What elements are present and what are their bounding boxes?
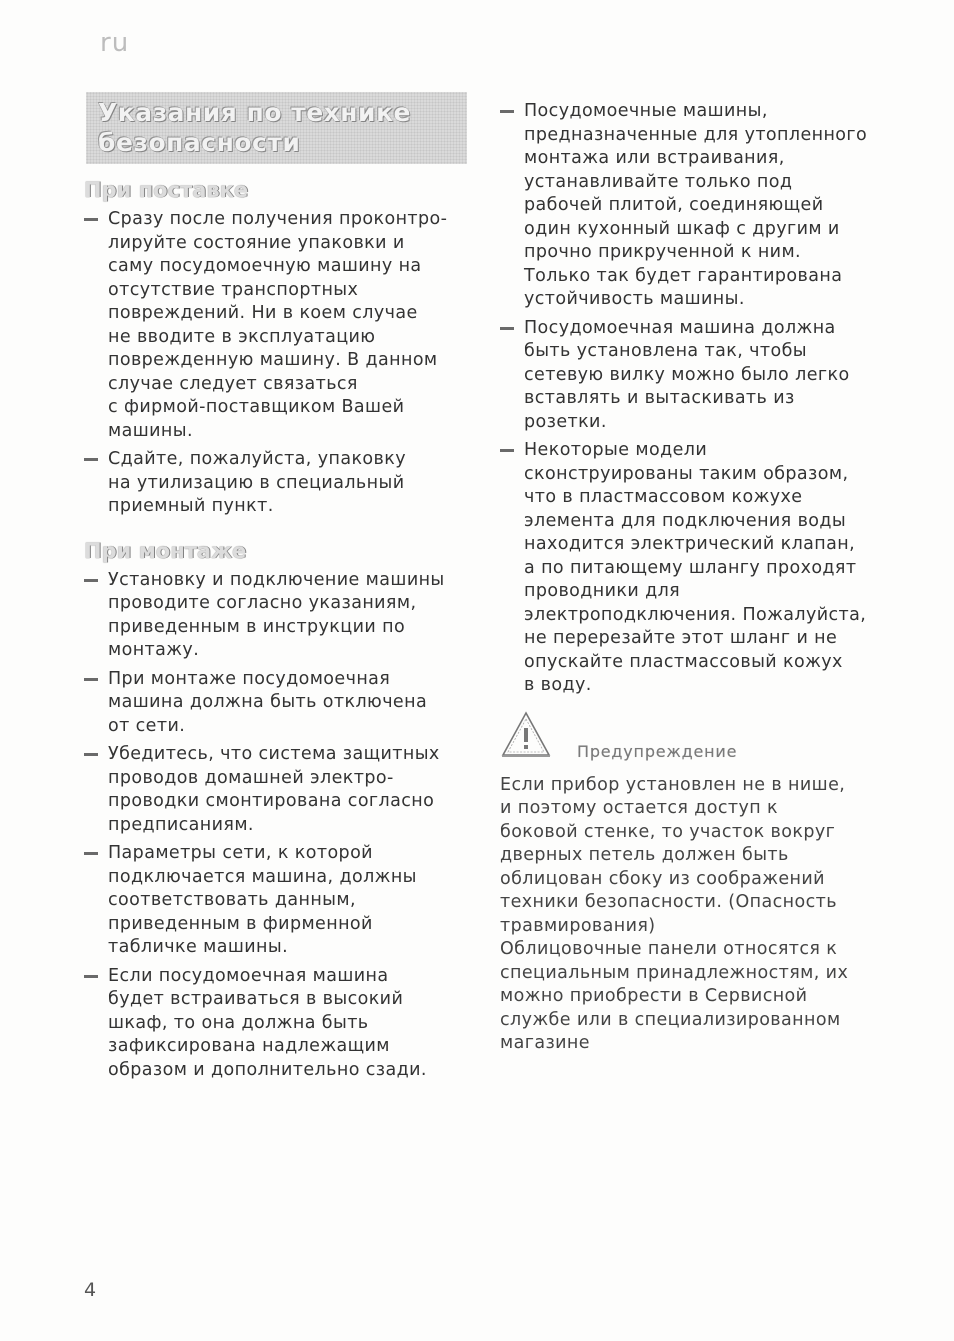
dash-bullet-icon bbox=[84, 743, 100, 767]
right-list bbox=[500, 100, 880, 698]
dash-bullet-icon bbox=[84, 668, 100, 692]
list-item-text: Сразу после получения проконтро- лируйте состояние упаковки и саму посудомоечную машину на отсутствие транспортных повреждений. Ни в коем случае не вводите в эксплуатацию поврежденную машину. В данном случае следует связаться с фирмой-поставщиком Вашей машины. bbox=[108, 209, 448, 441]
dash-bullet-icon bbox=[84, 448, 100, 472]
warning-triangle-icon bbox=[500, 710, 552, 758]
section-heading-delivery: При поставке bbox=[84, 178, 249, 202]
list-item-text: Некоторые модели сконструированы таким образом, что в пластмассовом кожухе элемента для подключения воды находится электрический клапан, а по питающему шлангу проходят проводники для электроподключения. Пожалуйста, не перерезайте этот шланг и не опускайте пластмассовый кожух в воду. bbox=[524, 440, 867, 695]
dash-bullet-icon bbox=[84, 569, 100, 593]
list-item bbox=[84, 743, 474, 837]
dash-bullet-icon bbox=[84, 842, 100, 866]
warning-title: Предупреждение bbox=[577, 741, 738, 761]
list-item-text: Установку и подключение машины проводите согласно указаниям, приведенным в инструкции по монтажу. bbox=[108, 569, 445, 660]
delivery-list bbox=[84, 208, 474, 519]
list-item bbox=[84, 569, 474, 663]
installation-list bbox=[84, 569, 474, 1083]
list-item bbox=[84, 448, 474, 519]
dash-bullet-icon bbox=[84, 965, 100, 989]
list-item bbox=[84, 965, 474, 1083]
list-item-text: Посудомоечная машина должна быть установлена так, чтобы сетевую вилку можно было легко вставлять и вытаскивать из розетки. bbox=[524, 317, 850, 432]
list-item-text: Параметры сети, к которой подключается машина, должны соответствовать данным, приведенным в фирменной табличке машины. bbox=[108, 843, 417, 957]
dash-bullet-icon bbox=[500, 100, 516, 124]
dash-bullet-icon bbox=[84, 208, 100, 232]
language-code: ru bbox=[100, 28, 130, 58]
list-item bbox=[84, 208, 474, 443]
right-column bbox=[500, 100, 880, 1056]
warning-body: Если прибор установлен не в нише, и поэтому остается доступ к боковой стенке, то участок вокруг дверных петель должен быть облицован сбоку из соображений техники безопасности. (Опасность травмирования) Облицовочные панели относятся к специальным принадлежностям, их можно приобрести в Сервисной службе или в специализированном магазине bbox=[500, 774, 849, 1053]
list-item-text: Убедитесь, что система защитных проводов домашней электро- проводки смонтирована согласно предписаниям. bbox=[108, 744, 440, 835]
list-item-text: Если посудомоечная машина будет встраиваться в высокий шкаф, то она должна быть зафиксирована надлежащим образом и дополнительно сзади. bbox=[108, 965, 427, 1080]
dash-bullet-icon bbox=[500, 439, 516, 463]
dash-bullet-icon bbox=[500, 317, 516, 341]
list-item bbox=[500, 317, 880, 435]
list-item bbox=[84, 842, 474, 960]
section-heading-installation: При монтаже bbox=[84, 538, 247, 563]
list-item-text: Сдайте, пожалуйста, упаковку на утилизацию в специальный приемный пункт. bbox=[108, 449, 406, 516]
page-title: Указания по технике безопасности bbox=[98, 98, 411, 157]
list-item bbox=[500, 439, 880, 698]
left-column bbox=[84, 176, 474, 1087]
page-number: 4 bbox=[84, 1279, 97, 1301]
list-item-text: При монтаже посудомоечная машина должна быть отключена от сети. bbox=[108, 668, 428, 736]
list-item bbox=[500, 100, 880, 312]
warning-header bbox=[500, 710, 880, 768]
list-item-text: Посудомоечные машины, предназначенные для утопленного монтажа или встраивания, устанавливайте только под рабочей плитой, соединяющей один кухонный шкаф с другим и прочно прикрученной к ним. Только так будет гарантирована устойчивость машины. bbox=[524, 101, 868, 309]
list-item bbox=[84, 668, 474, 739]
